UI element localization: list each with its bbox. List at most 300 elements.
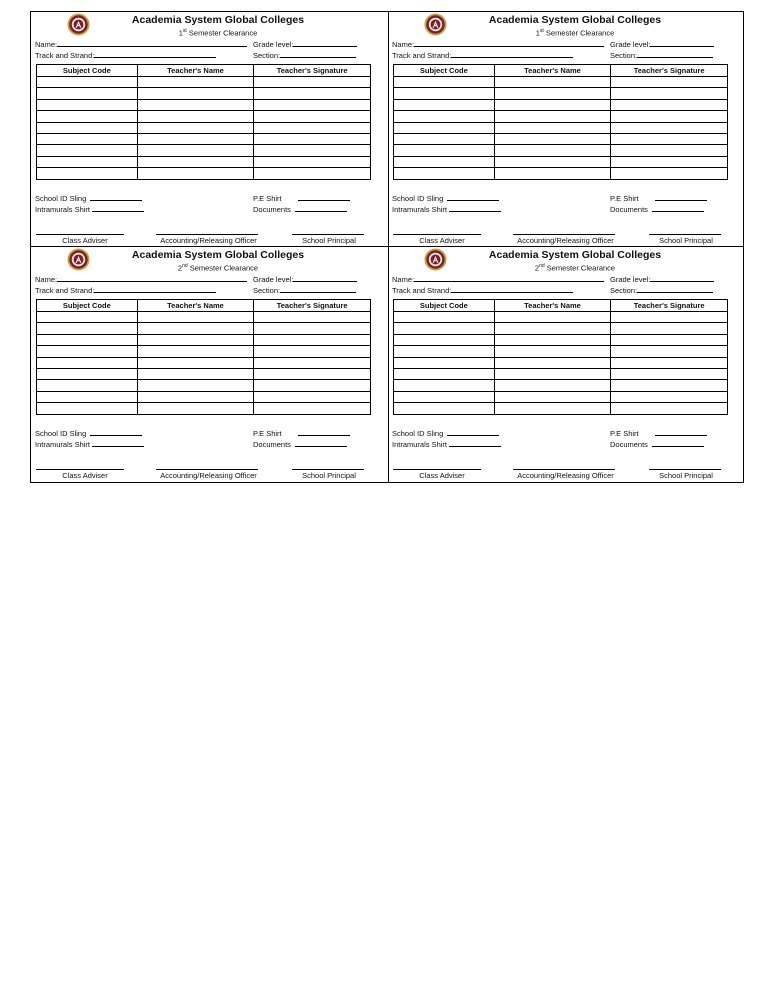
accounting-officer-label: Accounting/Releasing Officer [517,471,614,480]
school-id-line [90,193,142,201]
teacher-signature-cell[interactable] [611,145,728,156]
teacher-name-header: Teacher's Name [494,65,611,77]
teacher-signature-cell[interactable] [611,156,728,167]
subject-code-cell[interactable] [394,111,495,122]
teacher-name-cell[interactable] [494,357,611,368]
table-row [37,99,371,110]
class-adviser-label: Class Adviser [419,471,465,480]
school-id-line [447,193,499,201]
semester-title [388,263,744,273]
table-header-row [37,300,371,312]
principal-signature-line[interactable] [292,234,364,235]
teacher-signature-cell[interactable] [254,312,371,323]
teacher-signature-cell[interactable] [611,99,728,110]
subject-code-cell[interactable] [37,346,138,357]
name-line [57,39,247,47]
grade-level-line [650,274,714,282]
intramurals-label: Intramurals Shirt [35,440,91,449]
teacher-name-cell[interactable] [494,403,611,414]
semester-label: Semester Clearance [546,263,616,273]
school-principal-label: School Principal [302,236,356,245]
track-strand-field[interactable] [35,285,216,295]
table-row [394,133,728,144]
section-line [280,285,356,293]
teacher-name-cell[interactable] [137,168,254,179]
intramurals-field[interactable] [35,204,144,214]
teacher-name-cell[interactable] [137,145,254,156]
teacher-name-cell[interactable] [494,368,611,379]
pe-shirt-label: P.E Shirt [253,429,282,438]
subject-table [393,64,728,180]
table-row [394,357,728,368]
section-field[interactable] [610,50,713,60]
subject-code-cell[interactable] [394,133,495,144]
track-strand-label: Track and Strand: [392,286,452,295]
teacher-signature-cell[interactable] [254,111,371,122]
accounting-signature-line[interactable] [513,234,615,235]
teacher-signature-cell[interactable] [611,77,728,88]
intramurals-line [92,204,144,212]
teacher-name-header: Teacher's Name [137,300,254,312]
track-strand-line [94,285,216,293]
subject-code-cell[interactable] [394,334,495,345]
school-name: Academia System Global Colleges [488,14,662,26]
subject-code-cell[interactable] [37,391,138,402]
semester-number: 2 [177,263,183,273]
school-name: Academia System Global Colleges [131,14,305,26]
teacher-name-cell[interactable] [494,323,611,334]
teacher-signature-cell[interactable] [611,111,728,122]
teacher-signature-cell[interactable] [254,334,371,345]
teacher-signature-cell[interactable] [254,368,371,379]
table-row [37,346,371,357]
semester-title [31,28,387,38]
school-name: Academia System Global Colleges [131,249,305,261]
teacher-signature-cell[interactable] [254,77,371,88]
grade-level-field[interactable] [253,274,357,284]
accounting-signature-line[interactable] [156,469,258,470]
name-field[interactable] [392,274,604,284]
class-adviser-label: Class Adviser [419,236,465,245]
subject-table [36,64,371,180]
teacher-name-cell[interactable] [494,168,611,179]
documents-field[interactable] [610,204,704,214]
table-header-row [394,65,728,77]
name-field[interactable] [35,274,247,284]
accounting-officer-label: Accounting/Releasing Officer [160,236,257,245]
teacher-name-cell[interactable] [137,156,254,167]
semester-number: 2 [534,263,540,273]
accounting-officer-label: Accounting/Releasing Officer [160,471,257,480]
name-label: Name: [35,275,58,284]
teacher-name-cell[interactable] [494,99,611,110]
table-row [37,403,371,414]
teacher-signature-cell[interactable] [254,403,371,414]
teacher-signature-cell[interactable] [611,380,728,391]
name-field[interactable] [35,39,247,49]
name-line [414,274,604,282]
section-label: Section: [253,286,281,295]
subject-code-cell[interactable] [37,357,138,368]
teacher-signature-cell[interactable] [611,346,728,357]
table-row [394,334,728,345]
documents-line [295,204,347,212]
subject-code-cell[interactable] [37,368,138,379]
pe-shirt-line [655,193,707,201]
subject-code-header: Subject Code [394,300,495,312]
teacher-name-header: Teacher's Name [137,65,254,77]
subject-code-cell[interactable] [394,312,495,323]
school-id-label: School ID Sling [392,194,444,203]
teacher-signature-cell[interactable] [611,88,728,99]
teacher-signature-cell[interactable] [254,156,371,167]
teacher-signature-cell[interactable] [611,368,728,379]
teacher-signature-cell[interactable] [254,88,371,99]
school-principal-label: School Principal [659,471,713,480]
table-row [394,145,728,156]
pe-shirt-line [655,428,707,436]
pe-shirt-label: P.E Shirt [253,194,282,203]
documents-field[interactable] [253,204,347,214]
table-row [37,145,371,156]
pe-shirt-label: P.E Shirt [610,429,639,438]
section-label: Section: [253,51,281,60]
subject-code-cell[interactable] [37,156,138,167]
table-row [37,77,371,88]
section-label: Section: [610,51,638,60]
subject-code-cell[interactable] [394,346,495,357]
pe-shirt-field[interactable] [253,193,350,203]
name-field[interactable] [392,39,604,49]
class-adviser-label: Class Adviser [62,471,108,480]
documents-label: Documents [610,205,648,214]
intramurals-label: Intramurals Shirt [392,440,448,449]
teacher-name-cell[interactable] [137,346,254,357]
teacher-signature-cell[interactable] [254,391,371,402]
subject-code-cell[interactable] [37,403,138,414]
intramurals-line [449,439,501,447]
teacher-name-cell[interactable] [494,122,611,133]
name-label: Name: [392,275,415,284]
grade-level-label: Grade level: [253,40,294,49]
subject-code-cell[interactable] [394,88,495,99]
class-adviser-signature-line[interactable] [393,234,481,235]
semester-ordinal-suffix: st [539,28,544,34]
accounting-officer-label: Accounting/Releasing Officer [517,236,614,245]
grade-level-line [650,39,714,47]
teacher-signature-cell[interactable] [254,122,371,133]
documents-line [295,439,347,447]
table-row [394,391,728,402]
subject-code-cell[interactable] [394,122,495,133]
subject-code-cell[interactable] [394,99,495,110]
teacher-signature-cell[interactable] [611,391,728,402]
section-field[interactable] [610,285,713,295]
section-label: Section: [610,286,638,295]
teacher-name-cell[interactable] [494,133,611,144]
semester-label: Semester Clearance [545,28,615,38]
table-row [394,88,728,99]
grade-level-line [293,274,357,282]
documents-field[interactable] [610,439,704,449]
table-row [37,312,371,323]
track-strand-field[interactable] [392,285,573,295]
clearance-card-1 [31,12,387,246]
subject-code-cell[interactable] [394,323,495,334]
table-row [37,380,371,391]
subject-code-cell[interactable] [37,77,138,88]
teacher-name-cell[interactable] [494,346,611,357]
semester-label: Semester Clearance [189,263,259,273]
clearance-card-2 [388,12,744,246]
track-strand-label: Track and Strand: [35,51,95,60]
table-row [37,133,371,144]
section-field[interactable] [253,50,356,60]
teacher-signature-cell[interactable] [611,168,728,179]
teacher-signature-cell[interactable] [254,99,371,110]
teacher-name-cell[interactable] [494,111,611,122]
pe-shirt-label: P.E Shirt [610,194,639,203]
table-row [394,156,728,167]
subject-code-cell[interactable] [394,77,495,88]
subject-code-header: Subject Code [37,300,138,312]
class-adviser-label: Class Adviser [62,236,108,245]
teacher-name-cell[interactable] [137,122,254,133]
table-row [394,368,728,379]
teacher-signature-cell[interactable] [611,334,728,345]
school-id-line [90,428,142,436]
section-line [280,50,356,58]
teacher-signature-cell[interactable] [254,357,371,368]
teacher-name-cell[interactable] [137,334,254,345]
teacher-name-cell[interactable] [137,99,254,110]
vertical-divider [388,12,389,482]
principal-signature-line[interactable] [292,469,364,470]
school-id-field[interactable] [35,193,142,203]
subject-code-cell[interactable] [394,168,495,179]
teacher-name-cell[interactable] [494,88,611,99]
teacher-signature-cell[interactable] [611,403,728,414]
accounting-signature-line[interactable] [513,469,615,470]
teacher-signature-cell[interactable] [611,122,728,133]
intramurals-field[interactable] [392,439,501,449]
subject-code-cell[interactable] [37,323,138,334]
school-id-field[interactable] [392,193,499,203]
section-line [637,50,713,58]
semester-ordinal-suffix: nd [539,263,545,269]
clearance-card-4 [388,247,744,481]
teacher-name-cell[interactable] [494,380,611,391]
school-id-label: School ID Sling [392,429,444,438]
semester-title [388,28,744,38]
subject-code-header: Subject Code [394,65,495,77]
subject-code-cell[interactable] [394,145,495,156]
teacher-signature-cell[interactable] [611,133,728,144]
teacher-name-cell[interactable] [494,391,611,402]
teacher-signature-cell[interactable] [254,168,371,179]
school-id-line [447,428,499,436]
intramurals-line [449,204,501,212]
teacher-name-cell[interactable] [137,88,254,99]
subject-code-cell[interactable] [394,156,495,167]
table-row [37,334,371,345]
table-header-row [394,300,728,312]
teacher-name-cell[interactable] [494,156,611,167]
teacher-signature-header: Teacher's Signature [254,300,371,312]
subject-code-cell[interactable] [37,380,138,391]
subject-code-cell[interactable] [37,168,138,179]
principal-signature-line[interactable] [649,469,721,470]
teacher-name-cell[interactable] [137,380,254,391]
track-strand-field[interactable] [35,50,216,60]
semester-ordinal-suffix: nd [182,263,188,269]
subject-code-cell[interactable] [37,122,138,133]
teacher-name-cell[interactable] [137,312,254,323]
table-row [394,99,728,110]
table-row [394,122,728,133]
track-strand-label: Track and Strand: [35,286,95,295]
subject-code-cell[interactable] [37,88,138,99]
teacher-name-cell[interactable] [137,77,254,88]
semester-number: 1 [535,28,540,38]
documents-label: Documents [253,205,291,214]
class-adviser-signature-line[interactable] [36,234,124,235]
school-id-field[interactable] [392,428,499,438]
track-strand-label: Track and Strand: [392,51,452,60]
school-id-label: School ID Sling [35,429,87,438]
pe-shirt-line [298,193,350,201]
grade-level-label: Grade level: [610,275,651,284]
teacher-name-cell[interactable] [137,368,254,379]
pe-shirt-field[interactable] [253,428,350,438]
subject-code-cell[interactable] [394,357,495,368]
school-name: Academia System Global Colleges [488,249,662,261]
teacher-name-cell[interactable] [137,111,254,122]
grade-level-label: Grade level: [253,275,294,284]
teacher-signature-header: Teacher's Signature [611,65,728,77]
section-field[interactable] [253,285,356,295]
teacher-name-cell[interactable] [137,391,254,402]
intramurals-label: Intramurals Shirt [35,205,91,214]
table-row [37,357,371,368]
teacher-signature-cell[interactable] [254,145,371,156]
track-strand-line [451,285,573,293]
subject-code-cell[interactable] [37,133,138,144]
track-strand-field[interactable] [392,50,573,60]
table-row [37,88,371,99]
name-line [57,274,247,282]
subject-code-cell[interactable] [394,368,495,379]
accounting-signature-line[interactable] [156,234,258,235]
subject-code-cell[interactable] [37,312,138,323]
name-line [414,39,604,47]
subject-table [36,299,371,415]
clearance-sheet [30,11,744,483]
semester-title [31,263,387,273]
intramurals-field[interactable] [392,204,501,214]
teacher-signature-cell[interactable] [254,323,371,334]
table-row [37,111,371,122]
documents-label: Documents [253,440,291,449]
teacher-name-cell[interactable] [494,77,611,88]
documents-field[interactable] [253,439,347,449]
grade-level-line [293,39,357,47]
teacher-name-cell[interactable] [137,357,254,368]
teacher-name-cell[interactable] [137,403,254,414]
subject-code-cell[interactable] [37,99,138,110]
teacher-name-cell[interactable] [137,323,254,334]
table-row [394,77,728,88]
name-label: Name: [392,40,415,49]
teacher-signature-cell[interactable] [254,346,371,357]
grade-level-field[interactable] [253,39,357,49]
school-principal-label: School Principal [659,236,713,245]
subject-code-header: Subject Code [37,65,138,77]
teacher-signature-cell[interactable] [254,380,371,391]
subject-table [393,299,728,415]
subject-code-cell[interactable] [37,145,138,156]
school-id-field[interactable] [35,428,142,438]
teacher-signature-cell[interactable] [611,312,728,323]
track-strand-line [94,50,216,58]
subject-code-cell[interactable] [37,334,138,345]
intramurals-field[interactable] [35,439,144,449]
grade-level-field[interactable] [610,39,714,49]
table-row [37,156,371,167]
table-row [37,391,371,402]
teacher-name-header: Teacher's Name [494,300,611,312]
teacher-name-cell[interactable] [494,145,611,156]
class-adviser-signature-line[interactable] [36,469,124,470]
pe-shirt-line [298,428,350,436]
intramurals-line [92,439,144,447]
teacher-signature-header: Teacher's Signature [611,300,728,312]
principal-signature-line[interactable] [649,234,721,235]
subject-code-cell[interactable] [394,403,495,414]
semester-number: 1 [178,28,183,38]
pe-shirt-field[interactable] [610,193,707,203]
teacher-signature-header: Teacher's Signature [254,65,371,77]
table-row [394,346,728,357]
clearance-card-3 [31,247,387,481]
teacher-name-cell[interactable] [494,334,611,345]
teacher-name-cell[interactable] [137,133,254,144]
documents-label: Documents [610,440,648,449]
teacher-name-cell[interactable] [494,312,611,323]
subject-code-cell[interactable] [394,380,495,391]
table-row [394,380,728,391]
class-adviser-signature-line[interactable] [393,469,481,470]
teacher-signature-cell[interactable] [611,323,728,334]
grade-level-label: Grade level: [610,40,651,49]
teacher-signature-cell[interactable] [254,133,371,144]
subject-code-cell[interactable] [394,391,495,402]
documents-line [652,204,704,212]
table-row [394,111,728,122]
subject-code-cell[interactable] [37,111,138,122]
intramurals-label: Intramurals Shirt [392,205,448,214]
teacher-signature-cell[interactable] [611,357,728,368]
table-header-row [37,65,371,77]
table-row [394,403,728,414]
section-line [637,285,713,293]
pe-shirt-field[interactable] [610,428,707,438]
table-row [394,312,728,323]
table-row [37,122,371,133]
school-principal-label: School Principal [302,471,356,480]
grade-level-field[interactable] [610,274,714,284]
table-row [37,323,371,334]
